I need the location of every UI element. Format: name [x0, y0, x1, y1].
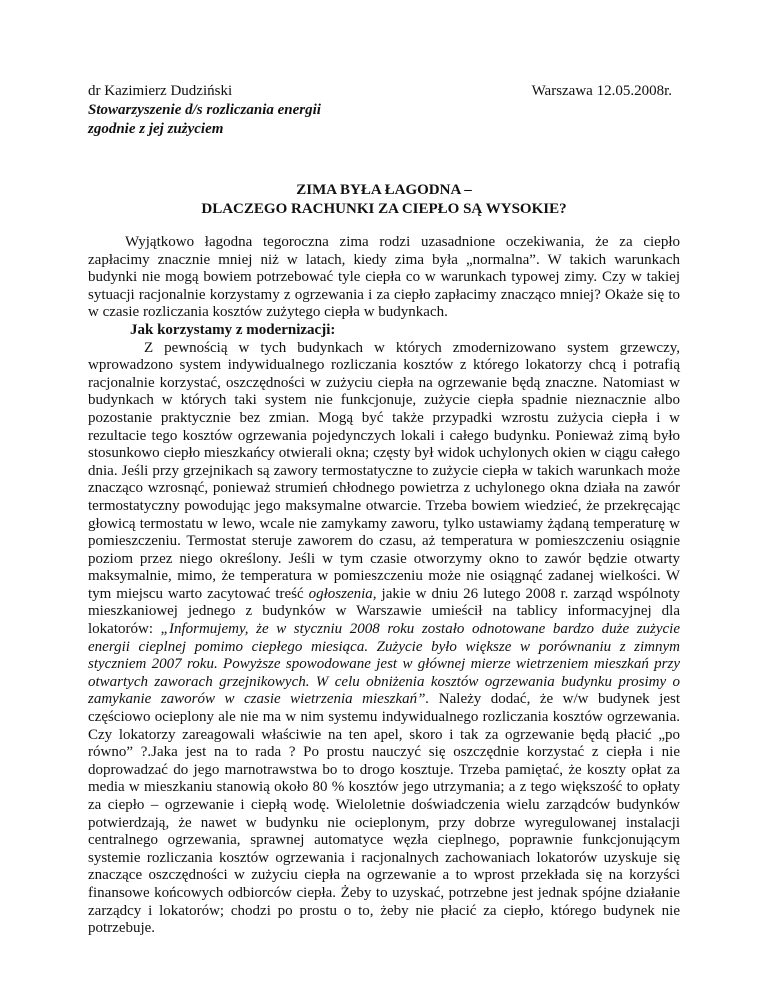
paragraph-main-part-c: Należy dodać, że w/w budynek jest częściowo ocieplony ale nie ma w nim systemu indywidualnego rozliczania kosztów ogrzewania. Czy lokatorzy zareagowali właściwie na ten apel, skoro i tak za ogrzewanie będą płacić „po równo” ?.Jaka jest na to rada ? Po prostu nauczyć się oszczędnie korzystać z ciepła i nie doprowadzać do jego marnotrawstwa bo to drogo kosztuje. Trzeba pamiętać, że koszty opłat za media w mieszkaniu stanowią około 80 % kosztów jego utrzymania; a z tego większość to opłaty za ciepło – ogrzewanie i ciepłą wodę. Wieloletnie doświadczenia wielu zarządców budynków potwierdzają, że nawet w budynku nie ocieplonym, przy dobrze wyregulowanej instalacji centralnego ogrzewania, sprawnej automatyce węzła cieplnego, poprawnie funkcjonującym systemie rozliczania kosztów ogrzewania i racjonalnych zachowaniach lokatorów uzyskuje się znaczące oszczędności w zużyciu ciepła na ogrzewanie a to wprost przekłada się na korzyści finansowe końcowych odbiorców ciepła. Żeby to uzyskać, potrzebne jest jednak spójne działanie zarządcy i lokatorów; chodzi po prostu o to, żeby nie płacić za ciepło, którego budynek nie potrzebuje. [88, 691, 680, 937]
paragraph-main [88, 340, 680, 938]
italic-word-announcement: ogłoszenia, [308, 585, 377, 602]
document-page [88, 82, 680, 938]
paragraph-main-part-a: Z pewnością w tych budynkach w których zmodernizowano system grzewczy, wprowadzono system indywidualnego rozliczania kosztów z którego lokatorzy chcą i potrafią racjonalnie korzystać, oszczędności w zużyciu ciepła na ogrzewanie będą znaczne. Natomiast w budynkach w których taki system nie funkcjonuje, zużycie ciepła spadnie nieznacznie albo pozostanie praktycznie bez zmian. Mogą być także przypadki wzrostu zużycia ciepła i w rezultacie tego kosztów ogrzewania pojedynczych lokali i całego budynku. Ponieważ zimą było stosunkowo ciepło mieszkańcy otwierali okna; częsty był widok uchylonych okien w ciągu całego dnia. Jeśli przy grzejnikach są zawory termostatyczne to zużycie ciepła w takich warunkach może znacząco wzrosnąć, ponieważ strumień chłodnego powietrza z uchylonego okna działa na zawór termostatyczny powodując jego maksymalne otwarcie. Trzeba bowiem wiedzieć, że przekręcając głowicą termostatu w lewo, wcale nie zamykamy zaworu, tylko ustawiamy żądaną temperaturę w pomieszczeniu. Termostat steruje zaworem do czasu, aż temperatura w pomieszczeniu osiągnie poziom przez niego określony. Jeśli w tym czasie otworzymy okno to zawór będzie otwarty maksymalnie, mimo, że temperatura w pomieszczeniu może nie osiągnąć zadanej wielkości. W tym miejscu warto zacytować treść [88, 339, 680, 602]
author-name: dr Kazimierz Dudziński [88, 83, 233, 99]
paragraph-intro: Wyjątkowo łagodna tegoroczna zima rodzi uzasadnione oczekiwania, że za ciepło zapłacimy znacznie mniej niż w latach, kiedy zima była „normalna”. W takich warunkach budynki nie mogą bowiem potrzebować tyle ciepła co w warunkach typowej zimy. Czy w takiej sytuacji racjonalnie korzystamy z ogrzewania i za ciepło zapłacimy znacząco mniej? Okaże się to w czasie rozliczania kosztów zużytego ciepła w budynkach. [88, 234, 680, 321]
paragraph-main-part-b: jakie w dniu 26 lutego 2008 r. zarząd wspólnoty mieszkaniowej jednego z budynków w Warszawie umieścił na tablicy informacyjnej dla lokatorów: [88, 585, 681, 638]
article-title [88, 181, 680, 219]
document-header [88, 82, 680, 136]
organization-line-2: zgodnie z jej zużyciem [88, 121, 224, 137]
author-block [88, 82, 321, 139]
section-subheading: Jak korzystamy z modernizacji: [130, 321, 336, 338]
quoted-announcement: „Informujemy, że w styczniu 2008 roku zostało odnotowane bardzo duże zużycie energii cieplnej pomimo ciepłego miesiąca. Zużycie było większe w porównaniu z zimnym styczniem 2007 roku. Powyższe spowodowane jest w głównej mierze wietrzeniem mieszkań przy otwartych zaworach grzejnikowych. W celu obniżenia kosztów ogrzewania budynku prosimy o zamykanie zaworów w czasie wietrzenia mieszkań”. [88, 621, 681, 708]
organization-line-1: Stowarzyszenie d/s rozliczania energii [88, 102, 321, 118]
title-line-1: ZIMA BYŁA ŁAGODNA – [296, 182, 472, 198]
article-body [88, 234, 680, 938]
title-line-2: DLACZEGO RACHUNKI ZA CIEPŁO SĄ WYSOKIE? [201, 201, 567, 217]
place-and-date: Warszawa 12.05.2008r. [531, 83, 672, 99]
